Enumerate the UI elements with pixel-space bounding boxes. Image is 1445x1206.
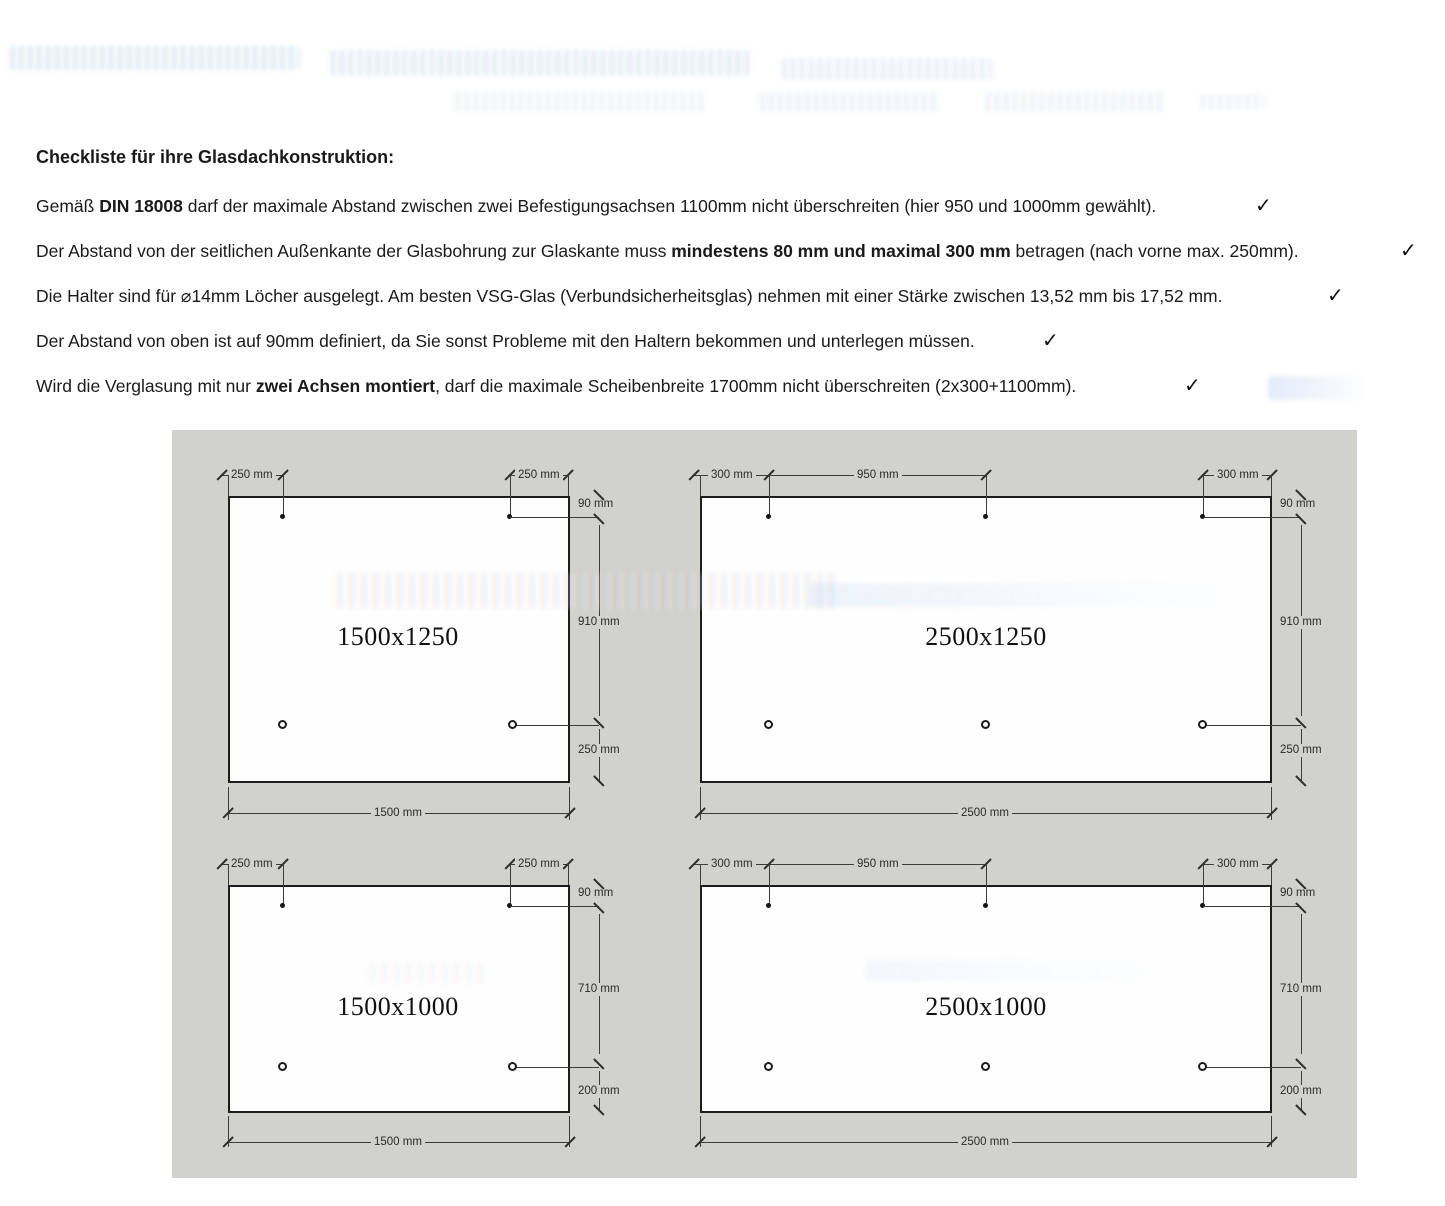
item-text: Der Abstand von oben ist auf 90mm definiert, da Sie sonst Probleme mit den Haltern bekommen und unterlegen müssen.: [36, 331, 975, 351]
leader-line: [1203, 906, 1301, 907]
dim-label: 300 mm: [1214, 858, 1262, 871]
dim-label: 1500 mm: [371, 807, 425, 820]
dim-label: 300 mm: [708, 858, 756, 871]
checklist-item: [36, 331, 1436, 357]
dim-label: 250 mm: [515, 469, 563, 482]
dim-label: 90 mm: [578, 498, 614, 510]
item-text: Der Abstand von der seitlichen Außenkante der Glasbohrung zur Glaskante muss: [36, 241, 672, 261]
blur-artifact: [10, 46, 300, 70]
dim-label: 710 mm: [575, 983, 623, 996]
checklist-item: [36, 376, 1436, 402]
dim-label: 250 mm: [228, 858, 276, 871]
dim-label: 950 mm: [854, 858, 902, 871]
blur-artifact: [760, 92, 940, 112]
drill-hole: [981, 1062, 990, 1071]
extension-line: [1271, 864, 1272, 885]
dim-label: 90 mm: [578, 887, 614, 899]
drill-hole: [1198, 1062, 1207, 1071]
dim-label: 250 mm: [515, 858, 563, 871]
item-text: darf der maximale Abstand zwischen zwei Befestigungsachsen 1100mm nicht überschreiten (hier 950 und 1000mm gewählt).: [182, 196, 1157, 216]
leader-line: [1203, 864, 1204, 906]
blur-artifact: [985, 92, 1165, 112]
item-text-bold: mindestens 80 mm und maximal 300 mm: [671, 241, 1011, 261]
diagram-panel: [172, 430, 1357, 1178]
dim-label: 200 mm: [1277, 1085, 1325, 1098]
item-text: betragen (nach vorne max. 250mm).: [1010, 241, 1299, 261]
dim-label: 200 mm: [575, 1085, 623, 1098]
checklist-item: [36, 241, 1436, 267]
dim-label: 910 mm: [1277, 616, 1325, 629]
leader-line: [1203, 1067, 1301, 1068]
leader-line: [769, 864, 770, 906]
item-text: Wird die Verglasung mit nur: [36, 376, 256, 396]
dim-label: 910 mm: [575, 616, 623, 629]
dim-label: 300 mm: [1214, 469, 1262, 482]
dim-label: 1500 mm: [371, 1136, 425, 1149]
panel-size-label: 1500x1000: [337, 992, 459, 1021]
drill-hole: [766, 903, 771, 908]
panel-size-label: 2500x1250: [925, 622, 1047, 651]
blur-artifact: [1200, 94, 1265, 110]
checklist-item: [36, 286, 1436, 312]
item-text-bold: zwei Achsen montiert: [255, 376, 436, 396]
dim-label: 950 mm: [854, 469, 902, 482]
check-icon: ✓: [1255, 195, 1272, 217]
dim-label: 250 mm: [228, 469, 276, 482]
check-icon: ✓: [1327, 285, 1344, 307]
item-text: Gemäß: [36, 196, 100, 216]
panel-size-label: 1500x1250: [337, 622, 459, 651]
check-icon: ✓: [1042, 330, 1059, 352]
dim-label: 90 mm: [1280, 887, 1316, 899]
leader-line: [986, 864, 987, 906]
extension-line: [700, 864, 701, 885]
panel-size-label: 2500x1000: [925, 992, 1047, 1021]
dim-label: 90 mm: [1280, 498, 1316, 510]
dim-label: 2500 mm: [958, 1136, 1012, 1149]
drill-hole: [983, 903, 988, 908]
blur-artifact: [455, 92, 705, 112]
item-text-bold: DIN 18008: [99, 196, 183, 216]
dim-label: 250 mm: [1277, 744, 1325, 757]
check-icon: ✓: [1184, 375, 1201, 397]
dim-tick: [1295, 902, 1306, 913]
item-text: Die Halter sind für ⌀14mm Löcher ausgelegt. Am besten VSG-Glas (Verbundsicherheitsglas) nehmen mit einer Stärke zwischen 13,52 mm bis 17,52 mm.: [36, 286, 1223, 306]
diagram-2500x1000: [172, 430, 1357, 1178]
drill-hole: [764, 1062, 773, 1071]
check-icon: ✓: [1400, 240, 1417, 262]
blur-artifact: [330, 50, 750, 76]
dim-label: 2500 mm: [958, 807, 1012, 820]
item-text: , darf die maximale Scheibenbreite 1700mm nicht überschreiten (2x300+1100mm).: [435, 376, 1077, 396]
dim-label: 250 mm: [575, 744, 623, 757]
dim-label: 710 mm: [1277, 983, 1325, 996]
page-title: Checkliste für ihre Glasdachkonstruktion:: [36, 147, 395, 167]
checklist-item: [36, 196, 1436, 222]
dim-label: 300 mm: [708, 469, 756, 482]
blur-artifact: [782, 58, 992, 80]
